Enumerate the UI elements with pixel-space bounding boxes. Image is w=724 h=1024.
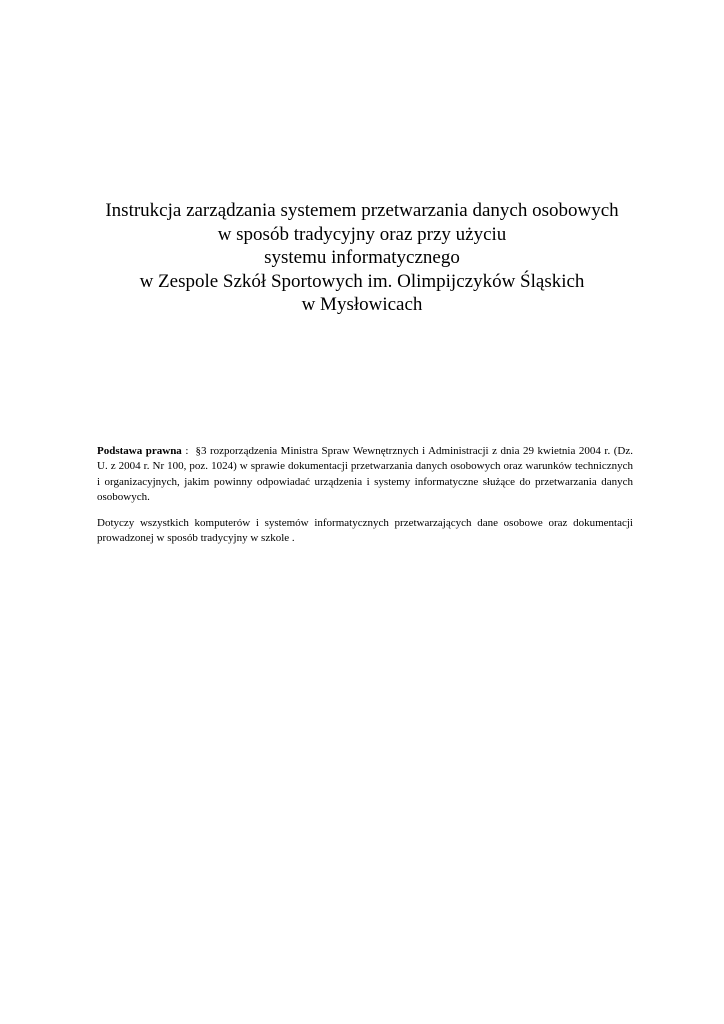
title-line-1: Instrukcja zarządzania systemem przetwarzania danych osobowych	[105, 200, 619, 221]
document-title	[60, 199, 664, 317]
legal-basis-separator: :	[181, 445, 196, 457]
legal-basis-text: §3 rozporządzenia Ministra Spraw Wewnętrznych i Administracji z dnia 29 kwietnia 2004 r. (Dz. U. z 2004 r. Nr 100, poz. 1024) w sprawie dokumentacji przetwarzania danych osobowych oraz warunków technicznych i organizacyjnych, jakim powinny odpowiadać urządzenia i systemy informatyczne służące do przetwarzania danych osobowych.	[97, 445, 633, 504]
legal-basis-label: Podstawa prawna	[97, 445, 182, 457]
title-line-5: w Mysłowicach	[301, 294, 423, 315]
title-line-3: systemu informatycznego	[264, 247, 460, 268]
scope-paragraph: Dotyczy wszystkich komputerów i systemów informatycznych przetwarzających dane osobowe oraz dokumentacji prowadzonej w sposób tradycyjny w szkole .	[97, 517, 633, 545]
title-line-4: w Zespole Szkół Sportowych im. Olimpijczyków Śląskich	[139, 270, 585, 292]
legal-basis-paragraph	[97, 444, 633, 506]
title-line-2: w sposób tradycyjny oraz przy użyciu	[217, 223, 507, 245]
